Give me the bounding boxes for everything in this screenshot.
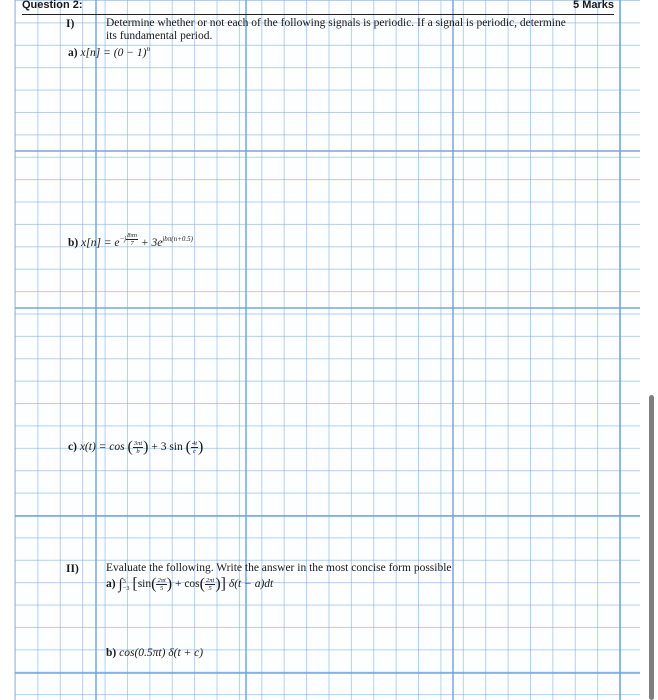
fraction xyxy=(205,577,215,592)
fraction xyxy=(191,440,198,455)
fraction xyxy=(156,577,166,592)
part2-instruction: Evaluate the following. Write the answer in the most concise form possible xyxy=(106,562,452,574)
math-expression: x[n] = e xyxy=(81,236,120,249)
math-expression: + 3e xyxy=(137,236,163,249)
math-expression: cos(0.5πt) δ(t + c) xyxy=(119,647,204,659)
fraction-denominator: 7 xyxy=(130,240,134,247)
left-margin xyxy=(0,0,15,700)
part2-item-a: a) ∫ 3 −3 [sin( $\frac{2\pi t}{5}$ ) + cos( $\frac{2\pi t}{5}$ )] δ(t − a)dt xyxy=(106,575,274,593)
grid-major-line xyxy=(452,0,454,700)
fraction-denominator: 5 xyxy=(159,585,164,592)
grid-major-line xyxy=(619,0,621,700)
exponent xyxy=(119,232,138,247)
exponent-prefix: −j xyxy=(119,235,127,244)
question-header xyxy=(22,0,614,15)
grid-major-line xyxy=(15,150,641,152)
paren: ) xyxy=(143,438,149,456)
fraction-numerator: 8πn xyxy=(127,232,137,239)
item-label: a) xyxy=(68,46,78,59)
grid-major-line xyxy=(15,307,641,309)
fraction-denominator: 5 xyxy=(208,585,212,592)
exponent: jbπ(n+0.5) xyxy=(162,235,193,244)
fraction-numerator: 2πt xyxy=(157,577,166,584)
math-expression: x(t) = cos xyxy=(79,441,125,454)
grid-major-line xyxy=(95,0,97,700)
grid-major-line xyxy=(15,515,641,517)
fraction xyxy=(133,440,143,455)
grid-major-line xyxy=(15,672,641,674)
item-label: c) xyxy=(68,441,77,454)
question-label: Question 2: xyxy=(22,0,83,11)
part1-item-c xyxy=(68,440,203,455)
graph-paper-sheet xyxy=(14,0,642,700)
part1-instruction-line2: its fundamental period. xyxy=(106,30,213,42)
paren: ) xyxy=(215,575,221,593)
integral-limits xyxy=(123,578,130,592)
fraction-numerator: 2πt xyxy=(206,577,215,584)
part1-number: I) xyxy=(66,18,75,30)
integral-sign: ∫ xyxy=(118,576,123,593)
item-label: b) xyxy=(68,236,79,249)
math-expression: x[n] = (0 − 1) xyxy=(80,46,147,59)
paren: ( xyxy=(185,438,191,456)
part1-item-b xyxy=(68,232,193,250)
math-expression: + 3 sin xyxy=(148,441,183,454)
paren: ( xyxy=(199,575,205,593)
math-expression: δ(t − a)dt xyxy=(228,578,274,591)
bracket: [ xyxy=(132,575,138,593)
marks-label: 5 Marks xyxy=(573,0,614,11)
vertical-scrollbar[interactable] xyxy=(649,395,654,700)
item-label: b) xyxy=(106,647,117,659)
part2-number: II) xyxy=(66,563,79,575)
part1-instruction-line1: Determine whether or not each of the following signals is periodic. If a signal is periodic, determine xyxy=(106,17,566,29)
bracket: ] xyxy=(220,575,226,593)
fraction xyxy=(126,232,138,247)
integral-lower-limit: −3 xyxy=(122,584,130,592)
fraction-numerator: 3πt xyxy=(133,440,143,447)
fraction-numerator: 4t xyxy=(191,440,198,447)
fraction-denominator: c xyxy=(193,448,196,455)
item-label: a) xyxy=(106,578,116,591)
part2-item-b xyxy=(106,646,203,660)
integral-upper-limit: 3 xyxy=(122,577,126,585)
exponent: n xyxy=(146,45,150,53)
part1-item-a xyxy=(68,42,150,60)
fraction-denominator: b xyxy=(136,448,140,455)
paren: ( xyxy=(127,438,133,456)
grid-major-line xyxy=(245,0,247,700)
paren: ( xyxy=(151,575,157,593)
paren: ) xyxy=(166,575,173,593)
paren: ) xyxy=(198,438,204,456)
